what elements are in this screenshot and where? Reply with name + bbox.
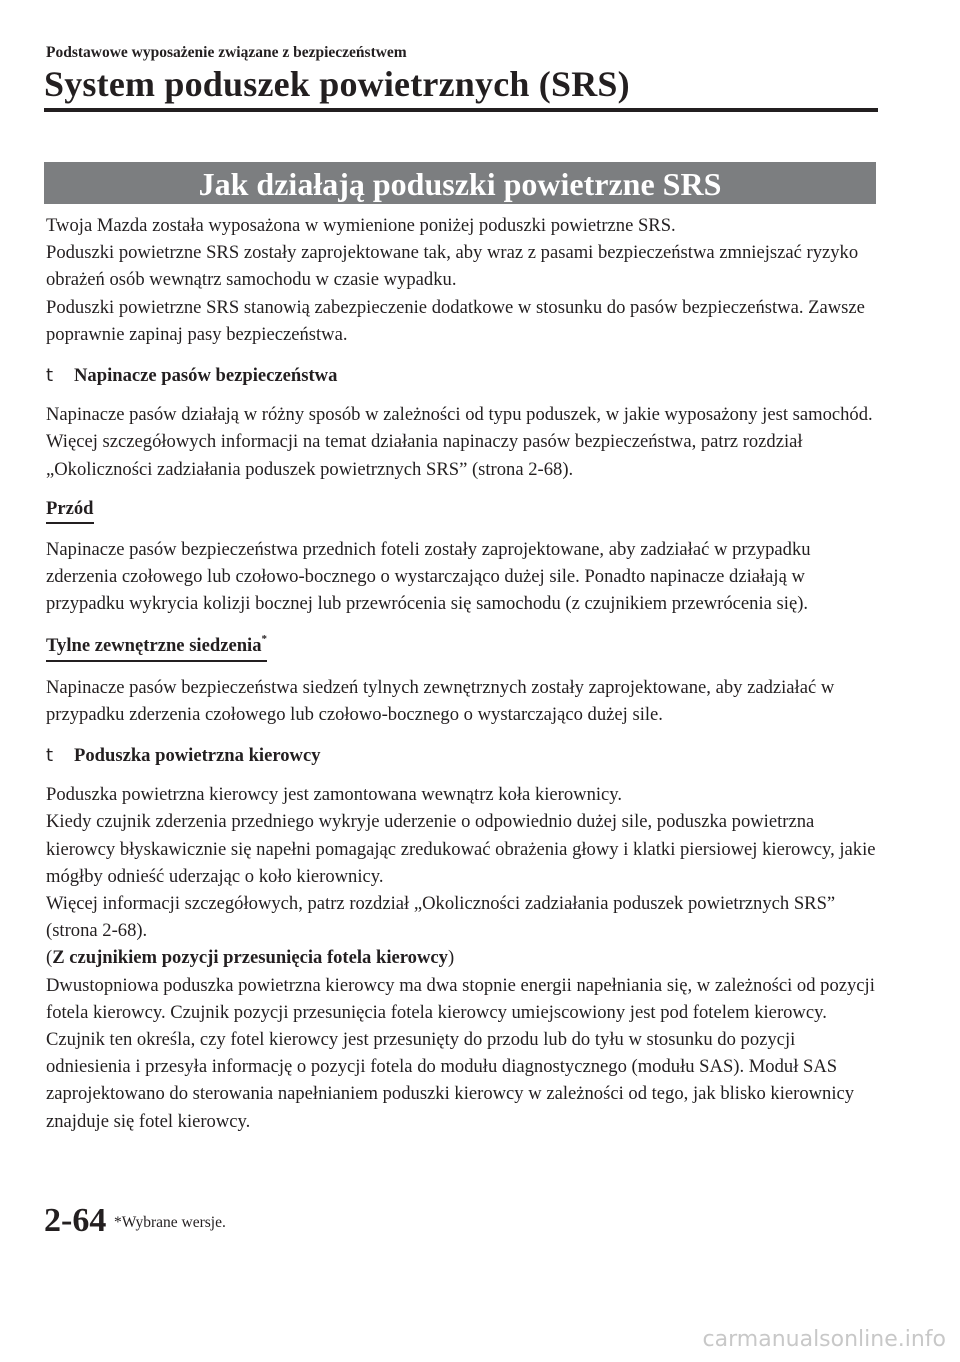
rear-subheading-text: Tylne zewnętrzne siedzenia [46,635,262,657]
sensor-note-body: Dwustopniowa poduszka powietrzna kierowcy ma dwa stopnie energii napełniania się, w zależności od pozycji fotela kierowcy. Czujnik pozycji przesunięcia fotela kierowcy umiejscowiony jest pod fotelem kierowcy. Czujnik ten określa, czy fotel kierowcy jest przesunięty do przodu lub do tyłu w stosunku do pozycji odniesienia i przesyła informację o pozycji fotela do modułu diagnostycznego (modułu SAS). Moduł SAS zaprojektowano do sterowania napełnianiem poduszki kierowcy w zależności od tego, jak blisko kierownicy znajduje się fotel kierowcy. [46,974,875,1132]
paren-open: ( [46,947,53,969]
driver-airbag-paragraph: Więcej informacji szczegółowych, patrz rozdział „Okoliczności zadziałania poduszek powietrznych SRS” (strona 2-68). [46,893,836,942]
chapter-title: System poduszek powietrznych (SRS) [44,64,630,104]
section-marker-icon: t [46,745,54,767]
intro-paragraph: Poduszki powietrzne SRS stanowią zabezpieczenie dodatkowe w stosunku do pasów bezpieczeństwa. Zawsze poprawnie zapinaj pasy bezpieczeństwa. [46,296,865,345]
footnote: *Wybrane wersje. [114,1214,226,1231]
rear-body: Napinacze pasów bezpieczeństwa siedzeń tylnych zewnętrznych zostały zaprojektowane, aby zadziałać w przypadku zderzenia czołowego lub czołowo-bocznego o wystarczająco dużej sile. [46,676,835,725]
paren-close: ) [447,947,455,969]
header-divider [44,108,878,112]
driver-airbag-paragraph: Kiedy czujnik zderzenia przedniego wykryje uderzenie o odpowiednio dużej sile, poduszka powietrzna kierowcy błyskawicznie się napełni pomagając zredukować obrażenia głowy i klatki piersiowej kierowcy, jakie mógłby odnieść uderzając o koło kierownicy. [46,811,876,887]
section-marker-icon: t [46,365,54,387]
watermark: carmanualsonline.info [702,1327,946,1352]
intro-paragraph: Poduszki powietrzne SRS zostały zaprojektowane tak, aby wraz z pasami bezpieczeństwa zmniejszać ryzyko obrażeń osób wewnątrz samochodu w czasie wypadku. [46,242,859,291]
sensor-note-heading-text: Z czujnikiem pozycji przesunięcia fotela kierowcy [52,947,448,969]
pretensioners-heading [46,362,876,389]
intro-paragraph: Twoja Mazda została wyposażona w wymienione poniżej poduszki powietrzne SRS. [46,215,676,236]
section-banner-title: Jak działają poduszki powietrzne SRS [44,162,876,204]
rear-subheading [46,629,267,661]
front-subheading: Przód [46,497,94,524]
page-number: 2-64 [44,1202,107,1239]
optional-marker: * [261,633,267,646]
front-body: Napinacze pasów bezpieczeństwa przednich foteli zostały zaprojektowane, aby zadziałać w przypadku zderzenia czołowego lub czołowo-bocznego o wystarczająco dużej sile. Ponadto napinacze działają w przypadku wykrycia kolizji bocznej lub przewrócenia się samochodu (z czujnikiem przewrócenia się). [46,538,811,615]
pretensioners-heading-text: Napinacze pasów bezpieczeństwa [74,365,338,387]
running-header: Podstawowe wyposażenie związane z bezpieczeństwem [46,44,407,61]
driver-airbag-heading-text: Poduszka powietrzna kierowcy [74,745,321,767]
sensor-note-heading [46,944,876,971]
driver-airbag-heading [46,742,876,769]
main-content [46,212,876,1135]
pretensioners-body: Napinacze pasów działają w różny sposób w zależności od typu poduszek, w jakie wyposażony jest samochód. Więcej szczegółowych informacji na temat działania napinaczy pasów bezpieczeństwa, patrz rozdział „Okoliczności zadziałania poduszek powietrznych SRS” (strona 2-68). [46,404,873,480]
driver-airbag-paragraph: Poduszka powietrzna kierowcy jest zamontowana wewnątrz koła kierownicy. [46,784,623,806]
